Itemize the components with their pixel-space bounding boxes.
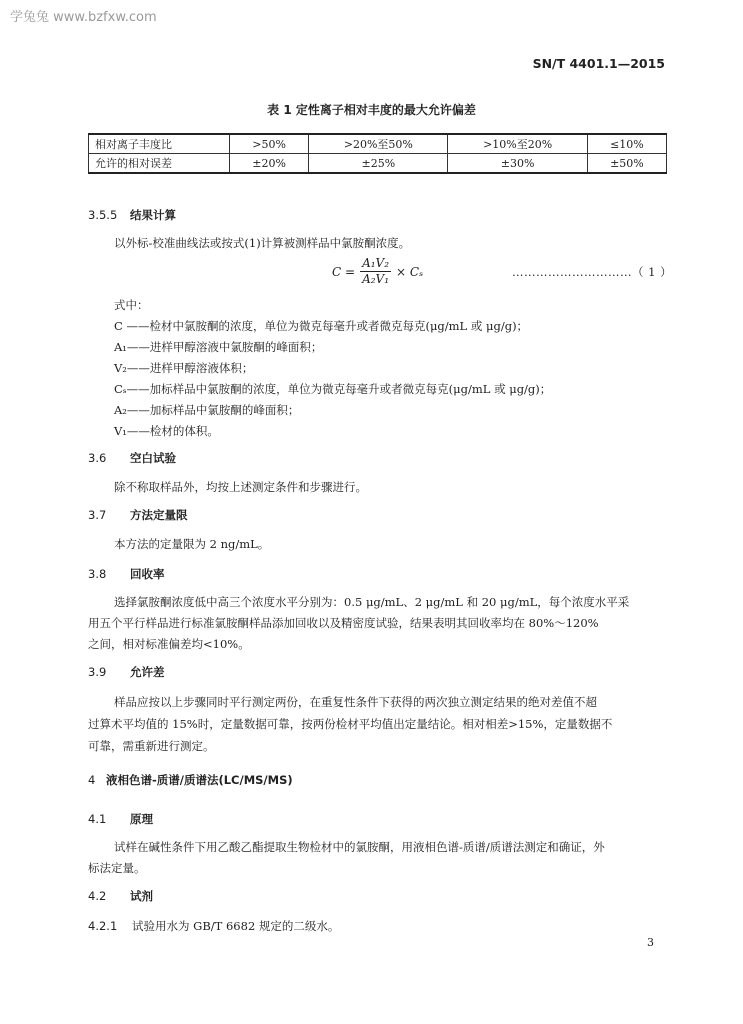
- where-label: 式中：: [114, 298, 149, 312]
- table-cell: ±50%: [587, 154, 666, 174]
- definition-line: C ——检材中氯胺酮的浓度，单位为微克每毫升或者微克每克(μg/mL 或 μg/g)；: [114, 319, 529, 333]
- section-heading-3-5-5: [88, 207, 176, 223]
- fraction: [360, 256, 391, 287]
- table-cell: ±25%: [309, 154, 448, 174]
- table-cell: ±30%: [448, 154, 587, 174]
- section-heading-4-1: [88, 811, 153, 827]
- definition-line: V₁——检材的体积。: [114, 424, 219, 438]
- section-number: 3.9: [88, 665, 107, 679]
- table-row: [89, 134, 667, 154]
- table-cell: >10%至20%: [448, 134, 587, 154]
- paragraph-line: 用五个平行样品进行标准氯胺酮样品添加回收以及精密度试验，结果表明其回收率均在 80%～120%: [88, 616, 599, 630]
- paragraph-line: 标法定量。: [88, 861, 146, 875]
- formula-lhs: C =: [332, 264, 356, 279]
- section-title: 试剂: [130, 889, 153, 903]
- page-number: 3: [647, 936, 654, 949]
- section-title: 方法定量限: [130, 508, 188, 522]
- section-number: 4.2: [88, 889, 107, 903]
- tolerance-table: [88, 133, 667, 174]
- watermark: 学兔兔 www.bzfxw.com: [10, 10, 157, 25]
- section-4-2-1: [88, 918, 339, 934]
- table-cell: 允许的相对误差: [89, 154, 230, 174]
- table-cell: ≤10%: [587, 134, 666, 154]
- section-title: 允许差: [130, 665, 165, 679]
- table-row: [89, 154, 667, 174]
- paragraph-line: 之间，相对标准偏差均<10%。: [88, 637, 250, 651]
- section-number: 3.7: [88, 508, 107, 522]
- section-title: 原理: [130, 812, 153, 826]
- section-number: 3.8: [88, 567, 107, 581]
- section-number: 3.5.5: [88, 208, 118, 222]
- section-heading-3-6: [88, 450, 176, 466]
- section-number: 4: [88, 773, 96, 787]
- section-number: 3.6: [88, 451, 107, 465]
- table-cell: >50%: [230, 134, 309, 154]
- formula-1: [332, 256, 423, 287]
- section-heading-4-2: [88, 888, 153, 904]
- section-heading-3-8: [88, 566, 165, 582]
- section-title: 结果计算: [130, 208, 176, 222]
- section-heading-3-9: [88, 664, 165, 680]
- definition-line: A₂——加标样品中氯胺酮的峰面积；: [114, 403, 300, 417]
- section-title: 回收率: [130, 567, 165, 581]
- fraction-denominator: A₂V₁: [362, 272, 390, 286]
- table-caption: 表 1 定性离子相对丰度的最大允许偏差: [267, 103, 476, 117]
- section-title: 空白试验: [130, 451, 176, 465]
- paragraph-line: 可靠，需重新进行测定。: [88, 739, 215, 753]
- table-cell: 相对离子丰度比: [89, 134, 230, 154]
- definition-line: Cₛ——加标样品中氯胺酮的浓度，单位为微克每毫升或者微克每克(μg/mL 或 μg/g)；: [114, 382, 552, 396]
- paragraph: 本方法的定量限为 2 ng/mL。: [114, 537, 270, 551]
- table-cell: >20%至50%: [309, 134, 448, 154]
- section-heading-3-7: [88, 507, 188, 523]
- paragraph-line: 试样在碱性条件下用乙酸乙酯提取生物检材中的氯胺酮，用液相色谱-质谱/质谱法测定和确证，外: [114, 840, 605, 854]
- paragraph-line: 选择氯胺酮浓度低中高三个浓度水平分别为：0.5 μg/mL、2 μg/mL 和 20 μg/mL，每个浓度水平采: [114, 595, 630, 609]
- definition-line: V₂——进样甲醇溶液体积；: [114, 361, 254, 375]
- paragraph: 试验用水为 GB/T 6682 规定的二级水。: [132, 919, 340, 933]
- equation-number: …………………………（ 1 ）: [512, 265, 673, 279]
- section-number: 4.1: [88, 812, 107, 826]
- section-title: 液相色谱-质谱/质谱法(LC/MS/MS): [106, 773, 293, 787]
- formula-rhs: × Cₛ: [396, 264, 424, 279]
- section-number: 4.2.1: [88, 919, 118, 933]
- document-number: SN/T 4401.1—2015: [532, 56, 665, 71]
- paragraph: 除不称取样品外，均按上述测定条件和步骤进行。: [114, 480, 367, 494]
- section-heading-4: [88, 772, 293, 788]
- fraction-numerator: A₁V₂: [362, 256, 390, 270]
- table-cell: ±20%: [230, 154, 309, 174]
- paragraph-line: 过算术平均值的 15%时，定量数据可靠，按两份检材平均值出定量结论。相对相差>15%，定量数据不: [88, 717, 613, 731]
- definition-line: A₁——进样甲醇溶液中氯胺酮的峰面积；: [114, 340, 323, 354]
- paragraph-line: 样品应按以上步骤同时平行测定两份，在重复性条件下获得的两次独立测定结果的绝对差值不超: [114, 695, 597, 709]
- paragraph: 以外标-校准曲线法或按式(1)计算被测样品中氯胺酮浓度。: [114, 236, 411, 250]
